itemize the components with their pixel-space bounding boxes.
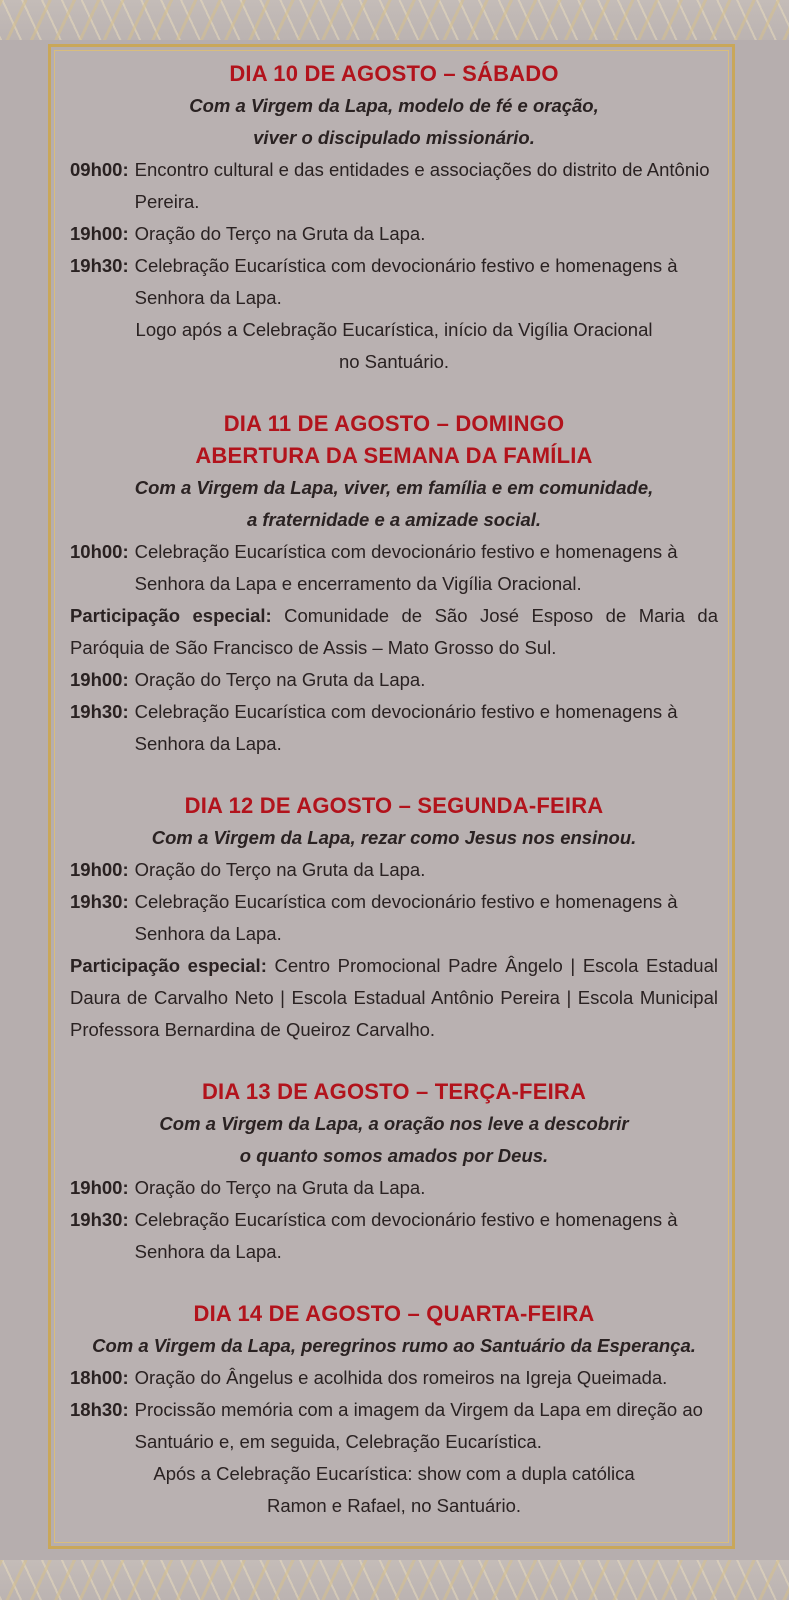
day-note-line: no Santuário. [338, 351, 450, 372]
entry-text: Celebração Eucarística com devocionário festivo e homenagens à Senhora da Lapa e encerramento da Vigília Oracional. [134, 541, 678, 594]
entry-time: 18h00: [70, 1367, 129, 1388]
entry-text: Oração do Terço na Gruta da Lapa. [134, 1177, 426, 1198]
day-13-section [70, 1076, 718, 1268]
day-motto-line: Com a Virgem da Lapa, peregrinos rumo ao Santuário da Esperança. [92, 1335, 696, 1356]
day-12-section [70, 790, 718, 1046]
schedule-entry [70, 1172, 718, 1204]
special-label: Participação especial: [70, 605, 272, 626]
schedule-entry [70, 154, 718, 218]
top-ornament-border [0, 0, 789, 40]
schedule-entry [70, 664, 718, 696]
day-motto-line: o quanto somos amados por Deus. [239, 1145, 549, 1166]
bottom-ornament-border [0, 1560, 789, 1600]
entry-time: 19h00: [70, 1177, 129, 1198]
day-title: DIA 14 DE AGOSTO – QUARTA-FEIRA [193, 1301, 595, 1326]
entry-text: Oração do Ângelus e acolhida dos romeiros na Igreja Queimada. [134, 1367, 668, 1388]
entry-time: 19h00: [70, 859, 129, 880]
day-title: DIA 13 DE AGOSTO – TERÇA-FEIRA [201, 1079, 587, 1104]
entry-time: 19h30: [70, 1209, 129, 1230]
schedule-entry [70, 536, 718, 600]
program-content [70, 58, 718, 1522]
schedule-entry [70, 854, 718, 886]
entry-time: 19h30: [70, 255, 129, 276]
entry-time: 19h30: [70, 701, 129, 722]
schedule-entry [70, 1362, 718, 1394]
day-10-section [70, 58, 718, 378]
entry-time: 19h00: [70, 223, 129, 244]
entry-text: Encontro cultural e das entidades e associações do distrito de Antônio Pereira. [134, 159, 710, 212]
special-text: Centro Promocional Padre Ângelo | Escola Estadual Daura de Carvalho Neto | Escola Estadual Antônio Pereira | Escola Municipal Professora Bernardina de Queiroz Carvalho. [70, 955, 718, 1040]
day-title: DIA 10 DE AGOSTO – SÁBADO [229, 61, 559, 86]
day-subtitle: ABERTURA DA SEMANA DA FAMÍLIA [195, 443, 593, 468]
entry-text: Oração do Terço na Gruta da Lapa. [134, 669, 426, 690]
day-motto-line: viver o discipulado missionário. [253, 127, 535, 148]
day-note-line: Logo após a Celebração Eucarística, início da Vigília Oracional [135, 319, 653, 340]
entry-text: Celebração Eucarística com devocionário festivo e homenagens à Senhora da Lapa. [134, 701, 678, 754]
day-motto-line: Com a Virgem da Lapa, viver, em família e em comunidade, [134, 477, 654, 498]
special-participation [70, 600, 718, 664]
entry-text: Celebração Eucarística com devocionário festivo e homenagens à Senhora da Lapa. [134, 1209, 678, 1262]
day-motto-line: Com a Virgem da Lapa, rezar como Jesus nos ensinou. [151, 827, 637, 848]
special-text: Comunidade de São José Esposo de Maria da Paróquia de São Francisco de Assis – Mato Grosso do Sul. [70, 605, 719, 658]
schedule-entry [70, 1394, 718, 1458]
special-participation [70, 950, 718, 1046]
entry-time: 10h00: [70, 541, 129, 562]
schedule-entry [70, 886, 718, 950]
entry-text: Celebração Eucarística com devocionário festivo e homenagens à Senhora da Lapa. [134, 255, 678, 308]
entry-text: Oração do Terço na Gruta da Lapa. [134, 223, 426, 244]
entry-text: Celebração Eucarística com devocionário festivo e homenagens à Senhora da Lapa. [134, 891, 678, 944]
day-14-section [70, 1298, 718, 1522]
entry-text: Procissão memória com a imagem da Virgem da Lapa em direção ao Santuário e, em seguida, Celebração Eucarística. [134, 1399, 703, 1452]
schedule-entry [70, 1204, 718, 1268]
day-11-section [70, 408, 718, 760]
entry-time: 18h30: [70, 1399, 129, 1420]
day-note-line: Ramon e Rafael, no Santuário. [266, 1495, 521, 1516]
day-motto-line: a fraternidade e a amizade social. [246, 509, 542, 530]
entry-text: Oração do Terço na Gruta da Lapa. [134, 859, 426, 880]
special-label: Participação especial: [70, 955, 267, 976]
day-motto-line: Com a Virgem da Lapa, modelo de fé e oração, [189, 95, 599, 116]
entry-time: 19h30: [70, 891, 129, 912]
day-title: DIA 11 DE AGOSTO – DOMINGO [223, 411, 565, 436]
entry-time: 19h00: [70, 669, 129, 690]
schedule-entry [70, 250, 718, 314]
schedule-entry [70, 696, 718, 760]
schedule-entry [70, 218, 718, 250]
day-title: DIA 12 DE AGOSTO – SEGUNDA-FEIRA [184, 793, 604, 818]
day-note-line: Após a Celebração Eucarística: show com a dupla católica [153, 1463, 635, 1484]
day-motto-line: Com a Virgem da Lapa, a oração nos leve a descobrir [159, 1113, 629, 1134]
entry-time: 09h00: [70, 159, 129, 180]
